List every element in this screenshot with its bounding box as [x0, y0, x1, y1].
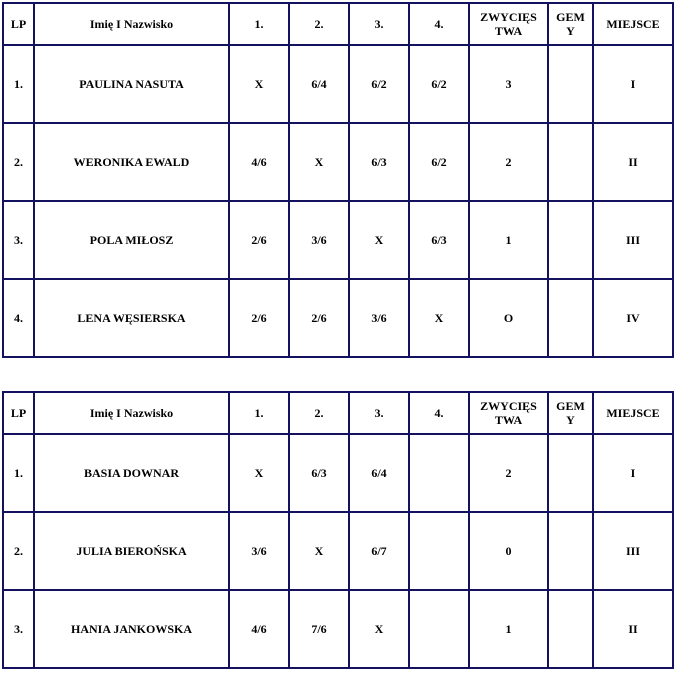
- cell-match-2: 6/4: [289, 45, 349, 123]
- cell-match-2: 6/3: [289, 434, 349, 512]
- cell-name: POLA MIŁOSZ: [34, 201, 229, 279]
- cell-match-4: [409, 512, 469, 590]
- cell-match-4: 6/2: [409, 123, 469, 201]
- cell-match-3: 3/6: [349, 279, 409, 357]
- header-name: Imię I Nazwisko: [34, 3, 229, 45]
- header-match-3: 3.: [349, 3, 409, 45]
- cell-match-1: 4/6: [229, 123, 289, 201]
- cell-match-3: 6/2: [349, 45, 409, 123]
- header-match-2: 2.: [289, 3, 349, 45]
- cell-lp: 1.: [3, 434, 34, 512]
- cell-wins: 1: [469, 201, 548, 279]
- table-row: [3, 434, 673, 512]
- cell-wins: 2: [469, 434, 548, 512]
- cell-wins: 1: [469, 590, 548, 668]
- cell-match-1: 4/6: [229, 590, 289, 668]
- cell-gems: [548, 434, 593, 512]
- header-match-4: 4.: [409, 3, 469, 45]
- header-gems: [548, 3, 593, 45]
- cell-lp: 2.: [3, 123, 34, 201]
- table-row: [3, 512, 673, 590]
- header-gems: [548, 392, 593, 434]
- table-header-row: [3, 392, 673, 434]
- cell-match-2: 7/6: [289, 590, 349, 668]
- cell-lp: 4.: [3, 279, 34, 357]
- header-wins-label: ZWYCIĘSTWA: [480, 399, 537, 427]
- cell-match-4: 6/3: [409, 201, 469, 279]
- cell-match-1: 3/6: [229, 512, 289, 590]
- header-name: Imię I Nazwisko: [34, 392, 229, 434]
- cell-match-2: 2/6: [289, 279, 349, 357]
- header-lp: LP: [3, 3, 34, 45]
- cell-match-4: X: [409, 279, 469, 357]
- cell-place: I: [593, 45, 673, 123]
- header-place: MIEJSCE: [593, 3, 673, 45]
- cell-match-1: 2/6: [229, 201, 289, 279]
- cell-place: III: [593, 512, 673, 590]
- cell-gems: [548, 123, 593, 201]
- cell-lp: 2.: [3, 512, 34, 590]
- cell-name: LENA WĘSIERSKA: [34, 279, 229, 357]
- header-match-1: 1.: [229, 3, 289, 45]
- cell-match-2: X: [289, 123, 349, 201]
- header-wins: [469, 3, 548, 45]
- table-row: [3, 590, 673, 668]
- cell-wins: 0: [469, 512, 548, 590]
- cell-place: I: [593, 434, 673, 512]
- cell-gems: [548, 279, 593, 357]
- cell-match-4: [409, 590, 469, 668]
- header-match-1: 1.: [229, 392, 289, 434]
- cell-wins: O: [469, 279, 548, 357]
- cell-place: II: [593, 590, 673, 668]
- results-table-group-2: [2, 391, 674, 669]
- table-row: [3, 123, 673, 201]
- header-gems-label: GEMY: [556, 399, 585, 427]
- table-row: [3, 279, 673, 357]
- header-wins-label: ZWYCIĘSTWA: [480, 10, 537, 38]
- cell-gems: [548, 512, 593, 590]
- header-match-2: 2.: [289, 392, 349, 434]
- cell-match-1: X: [229, 434, 289, 512]
- cell-match-1: X: [229, 45, 289, 123]
- header-gems-label: GEMY: [556, 10, 585, 38]
- cell-match-2: 3/6: [289, 201, 349, 279]
- cell-wins: 3: [469, 45, 548, 123]
- table-row: [3, 45, 673, 123]
- cell-gems: [548, 590, 593, 668]
- cell-gems: [548, 45, 593, 123]
- cell-name: JULIA BIEROŃSKA: [34, 512, 229, 590]
- cell-match-2: X: [289, 512, 349, 590]
- cell-name: BASIA DOWNAR: [34, 434, 229, 512]
- cell-place: II: [593, 123, 673, 201]
- table-row: [3, 201, 673, 279]
- cell-match-1: 2/6: [229, 279, 289, 357]
- cell-match-3: X: [349, 590, 409, 668]
- cell-wins: 2: [469, 123, 548, 201]
- cell-place: III: [593, 201, 673, 279]
- cell-lp: 1.: [3, 45, 34, 123]
- table-header-row: [3, 3, 673, 45]
- cell-name: HANIA JANKOWSKA: [34, 590, 229, 668]
- header-lp: LP: [3, 392, 34, 434]
- cell-match-3: X: [349, 201, 409, 279]
- cell-match-3: 6/7: [349, 512, 409, 590]
- cell-match-4: [409, 434, 469, 512]
- cell-name: PAULINA NASUTA: [34, 45, 229, 123]
- header-match-3: 3.: [349, 392, 409, 434]
- cell-name: WERONIKA EWALD: [34, 123, 229, 201]
- cell-lp: 3.: [3, 201, 34, 279]
- cell-match-4: 6/2: [409, 45, 469, 123]
- cell-match-3: 6/4: [349, 434, 409, 512]
- results-table-group-1: [2, 2, 674, 358]
- cell-gems: [548, 201, 593, 279]
- header-wins: [469, 392, 548, 434]
- cell-lp: 3.: [3, 590, 34, 668]
- header-place: MIEJSCE: [593, 392, 673, 434]
- header-match-4: 4.: [409, 392, 469, 434]
- cell-place: IV: [593, 279, 673, 357]
- cell-match-3: 6/3: [349, 123, 409, 201]
